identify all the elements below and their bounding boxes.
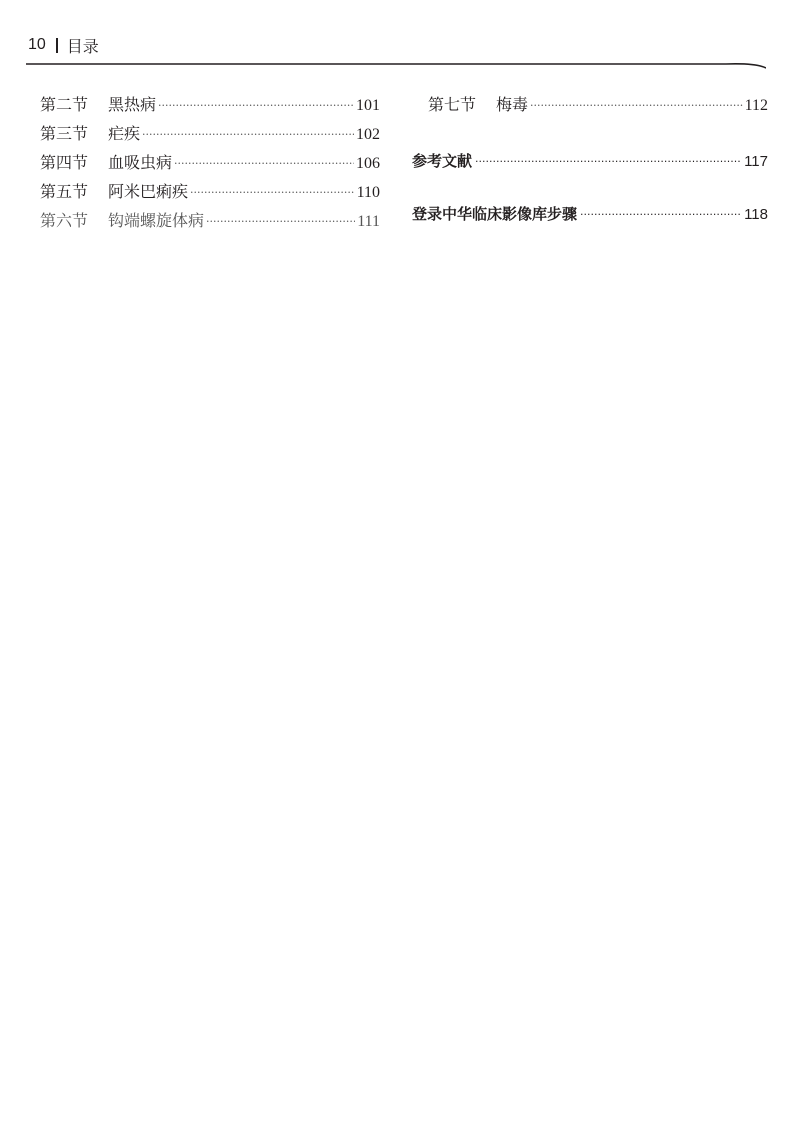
toc-page-number: 102	[356, 126, 380, 143]
toc-title: 黑热病	[108, 95, 157, 114]
toc-entry[interactable]	[412, 90, 768, 119]
toc-left-column	[40, 90, 380, 235]
toc-page-number: 117	[744, 153, 768, 170]
toc-section-number: 第六节	[40, 211, 89, 230]
toc-login-steps-entry[interactable]	[412, 200, 768, 229]
toc-title: 血吸虫病	[108, 153, 173, 172]
toc-leader-dots	[580, 200, 741, 229]
toc-section-number: 第三节	[40, 124, 89, 143]
toc-leader-dots	[190, 178, 355, 207]
toc-entry[interactable]	[40, 119, 380, 148]
toc-section-number: 第五节	[40, 182, 89, 201]
toc-title: 参考文献	[412, 152, 473, 170]
toc-title: 钩端螺旋体病	[108, 211, 205, 230]
toc-title: 登录中华临床影像库步骤	[412, 205, 578, 223]
page-number: 10	[28, 36, 46, 53]
header-title: 目录	[66, 38, 99, 56]
toc-leader-dots	[158, 91, 354, 120]
toc-title: 梅毒	[496, 95, 529, 114]
spacer	[412, 176, 768, 200]
header-rule	[26, 58, 766, 70]
toc-entry[interactable]	[40, 206, 380, 235]
toc-title: 疟疾	[108, 124, 141, 143]
toc-leader-dots	[174, 149, 354, 178]
toc-entry[interactable]	[40, 90, 380, 119]
toc-entry[interactable]	[40, 148, 380, 177]
toc-section-number: 第二节	[40, 95, 89, 114]
toc-page-number: 112	[744, 97, 768, 114]
toc-right-column	[412, 90, 768, 229]
toc-page-number: 111	[357, 213, 380, 230]
toc-title: 阿米巴痢疾	[108, 182, 189, 201]
page-header	[28, 33, 99, 57]
toc-leader-dots	[206, 207, 355, 236]
toc-page-number: 101	[356, 97, 380, 114]
toc-leader-dots	[475, 147, 741, 176]
toc-page-number: 118	[744, 206, 768, 223]
toc-leader-dots	[530, 91, 743, 120]
toc-leader-dots	[142, 120, 354, 149]
spacer	[412, 119, 768, 147]
header-separator	[56, 38, 58, 53]
toc-page-number: 106	[356, 155, 380, 172]
toc-entry[interactable]	[40, 177, 380, 206]
toc-references-entry[interactable]	[412, 147, 768, 176]
toc-section-number: 第四节	[40, 153, 89, 172]
toc-page-number: 110	[356, 184, 380, 201]
toc-section-number: 第七节	[428, 95, 477, 114]
